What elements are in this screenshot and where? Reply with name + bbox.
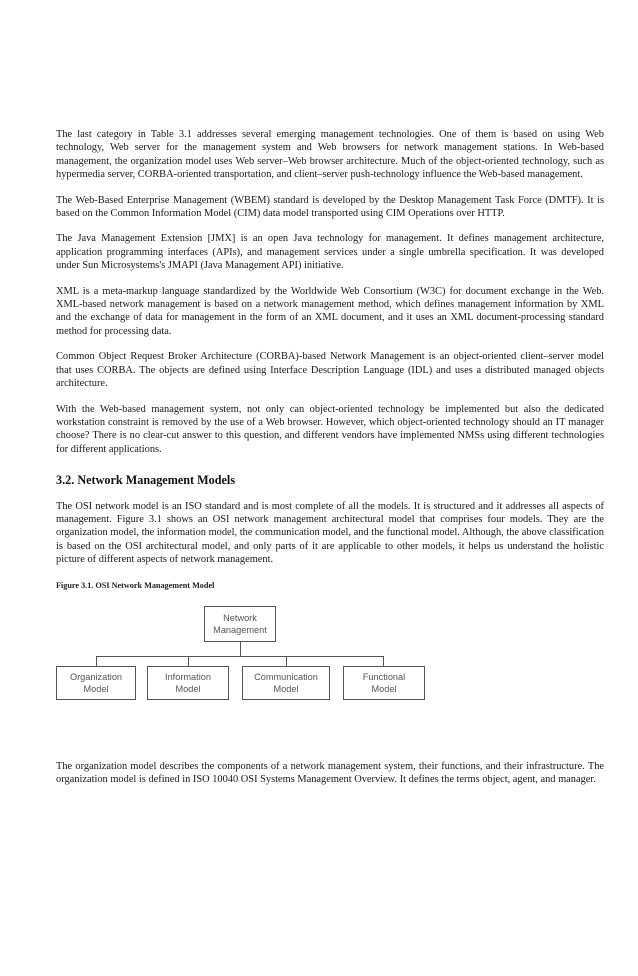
connector-information bbox=[188, 656, 189, 666]
functional-label-line1: Functional bbox=[362, 671, 406, 682]
organization-label-line2: Model bbox=[83, 683, 109, 694]
paragraph-organization-model: The organization model describes the components of a network management system, their functions, and their infrastructure. The organization model is defined in ISO 10040 OSI Systems Management Overview. It defines the terms object, agent, and manager. bbox=[56, 760, 604, 786]
connector-root-vertical bbox=[240, 642, 241, 656]
functional-label-line2: Model bbox=[371, 683, 397, 694]
paragraph-object-oriented: With the Web-based management system, not only can object-oriented technology be implemented but also the dedicated workstation constraint is removed by the use of a Web browser. However, which object-oriented technology should an IT manager choose? There is no clear-cut answer to this question, and different vendors have implemented NMSs using different technologies for different applications. bbox=[56, 403, 604, 455]
connector-communication bbox=[286, 656, 287, 666]
osi-model-diagram bbox=[56, 600, 604, 720]
paragraph-corba: Common Object Request Broker Architecture (CORBA)-based Network Management is an object-oriented client–server model that uses CORBA. The objects are defined using Interface Description Language (IDL) and uses a distributed managed objects architecture. bbox=[56, 351, 604, 390]
root-label-line2: Management bbox=[213, 624, 267, 635]
diagram-organization-box bbox=[56, 666, 136, 700]
section-heading: 3.2. Network Management Models bbox=[56, 473, 236, 488]
connector-functional bbox=[383, 656, 384, 666]
information-label-line2: Model bbox=[175, 683, 201, 694]
paragraph-jmx: The Java Management Extension [JMX] is an open Java technology for management. It defines management architecture, application programming interfaces (APIs), and management services under a single umbrella specification. It was developed under Sun Microsystems's JMAPI (Java Management API) initiative. bbox=[56, 233, 604, 272]
document-page bbox=[56, 128, 604, 799]
information-label-line1: Information bbox=[165, 671, 211, 682]
diagram-communication-box bbox=[242, 666, 330, 700]
paragraph-wbem: The Web-Based Enterprise Management (WBEM) standard is developed by the Desktop Management Task Force (DMTF). It is based on the Common Information Model (CIM) data model transported using CIM Operations over HTTP. bbox=[56, 194, 604, 220]
connector-organization bbox=[96, 656, 97, 666]
paragraph-osi-model: The OSI network model is an ISO standard and is most complete of all the models. It is structured and it addresses all aspects of management. Figure 3.1 shows an OSI network management architectural model that comprises four models. They are the organization model, the information model, the communication model, and the functional model. Although, the above classification is based on the OSI architectural model, and only parts of it are applicable to other models, it helps us understand the holistic picture of different aspects of network management. bbox=[56, 500, 604, 566]
communication-label-line1: Communication bbox=[254, 671, 318, 682]
communication-label-line2: Model bbox=[273, 683, 299, 694]
paragraph-xml: XML is a meta-markup language standardized by the Worldwide Web Consortium (W3C) for document exchange in the Web. XML-based network management is based on a network management method, which defines management information by XML and the exchange of data for management in the form of an XML document, and it uses an XML document-processing standard method for processing data. bbox=[56, 285, 604, 337]
diagram-functional-box bbox=[343, 666, 425, 700]
organization-label-line1: Organization bbox=[69, 671, 123, 682]
diagram-information-box bbox=[147, 666, 229, 700]
diagram-root-box bbox=[204, 606, 276, 642]
paragraph-web-based-management: The last category in Table 3.1 addresses several emerging management technologies. One of them is based on using Web technology, Web server for the management system and Web browsers for network management stations. In Web-based management, the organization model uses Web server–Web browser architecture. Much of the object-oriented technology, such as hypermedia server, CORBA-oriented transportation, and client–server push-technology influence the Web-based management. bbox=[56, 129, 604, 181]
root-label-line1: Network bbox=[223, 612, 257, 623]
connector-horizontal bbox=[96, 656, 383, 657]
figure-caption: Figure 3.1. OSI Network Management Model bbox=[56, 580, 215, 590]
